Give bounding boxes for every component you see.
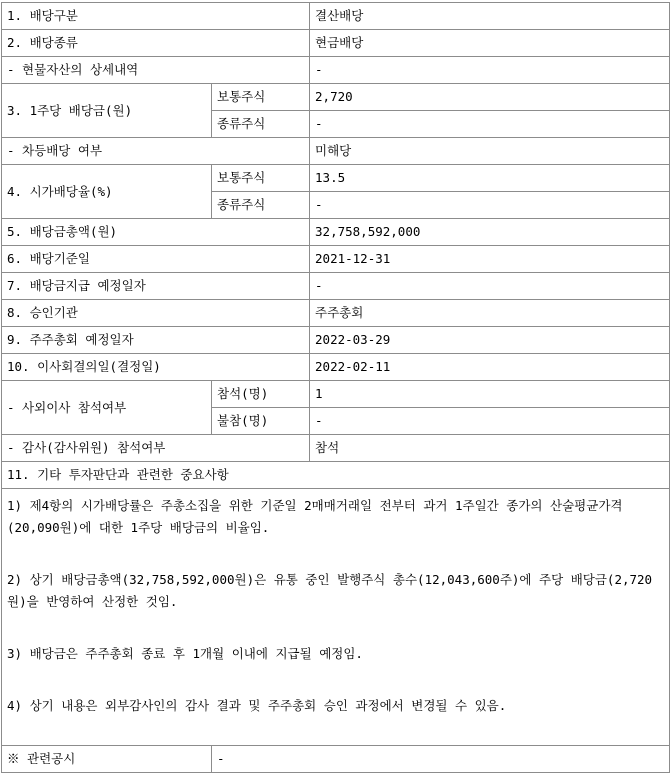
note-item: 2) 상기 배당금총액(32,758,592,000원)은 유통 중인 발행주식 총수(12,043,600주)에 주당 배당금(2,720원)을 반영하여 산정한 것임.	[7, 572, 653, 609]
sub-label: 보통주식	[212, 165, 310, 192]
row-value: -	[310, 192, 670, 219]
table-row	[2, 30, 670, 57]
table-row	[2, 435, 670, 462]
sub-label: 종류주식	[212, 192, 310, 219]
row-label: 4. 시가배당율(%)	[2, 165, 212, 219]
row-label: ※ 관련공시	[2, 746, 212, 773]
row-label: 9. 주주총회 예정일자	[2, 327, 310, 354]
table-row	[2, 84, 670, 111]
table-row	[2, 381, 670, 408]
row-value: -	[310, 57, 670, 84]
table-row	[2, 327, 670, 354]
table-row	[2, 489, 670, 746]
row-value: 2021-12-31	[310, 246, 670, 273]
table-row	[2, 462, 670, 489]
table-row	[2, 165, 670, 192]
row-label: 10. 이사회결의일(결정일)	[2, 354, 310, 381]
row-value: 2022-02-11	[310, 354, 670, 381]
note-item: 3) 배당금은 주주총회 종료 후 1개월 이내에 지급될 예정임.	[7, 646, 363, 661]
row-value: -	[310, 273, 670, 300]
table-row	[2, 746, 670, 773]
row-label: 3. 1주당 배당금(원)	[2, 84, 212, 138]
row-label: 7. 배당금지급 예정일자	[2, 273, 310, 300]
sub-label: 불참(명)	[212, 408, 310, 435]
row-value: 현금배당	[310, 30, 670, 57]
row-label: - 사외이사 참석여부	[2, 381, 212, 435]
notes-cell	[2, 489, 670, 746]
row-value: -	[212, 746, 670, 773]
table-row	[2, 57, 670, 84]
row-label: 2. 배당종류	[2, 30, 310, 57]
row-value: -	[310, 111, 670, 138]
row-label: 1. 배당구분	[2, 3, 310, 30]
row-value: 1	[310, 381, 670, 408]
table-row	[2, 354, 670, 381]
row-label: - 현물자산의 상세내역	[2, 57, 310, 84]
table-row	[2, 219, 670, 246]
table-row	[2, 138, 670, 165]
dividend-disclosure-table	[1, 2, 670, 773]
row-value: -	[310, 408, 670, 435]
section-heading: 11. 기타 투자판단과 관련한 중요사항	[2, 462, 670, 489]
sub-label: 종류주식	[212, 111, 310, 138]
table-row	[2, 300, 670, 327]
row-value: 2022-03-29	[310, 327, 670, 354]
row-value: 미해당	[310, 138, 670, 165]
row-value: 13.5	[310, 165, 670, 192]
row-value: 32,758,592,000	[310, 219, 670, 246]
note-item: 4) 상기 내용은 외부감사인의 감사 결과 및 주주총회 승인 과정에서 변경될 수 있음.	[7, 698, 507, 713]
row-label: 6. 배당기준일	[2, 246, 310, 273]
row-value: 결산배당	[310, 3, 670, 30]
note-item: 1) 제4항의 시가배당률은 주총소집을 위한 기준일 2매매거래일 전부터 과거 1주일간 종가의 산술평균가격(20,090원)에 대한 1주당 배당금의 비율임.	[7, 498, 623, 535]
table-row	[2, 246, 670, 273]
row-value: 주주총회	[310, 300, 670, 327]
sub-label: 참석(명)	[212, 381, 310, 408]
table-row	[2, 3, 670, 30]
row-label: 8. 승인기관	[2, 300, 310, 327]
table-row	[2, 273, 670, 300]
row-label: - 차등배당 여부	[2, 138, 310, 165]
sub-label: 보통주식	[212, 84, 310, 111]
row-label: 5. 배당금총액(원)	[2, 219, 310, 246]
row-value: 참석	[310, 435, 670, 462]
row-label: - 감사(감사위원) 참석여부	[2, 435, 310, 462]
row-value: 2,720	[310, 84, 670, 111]
